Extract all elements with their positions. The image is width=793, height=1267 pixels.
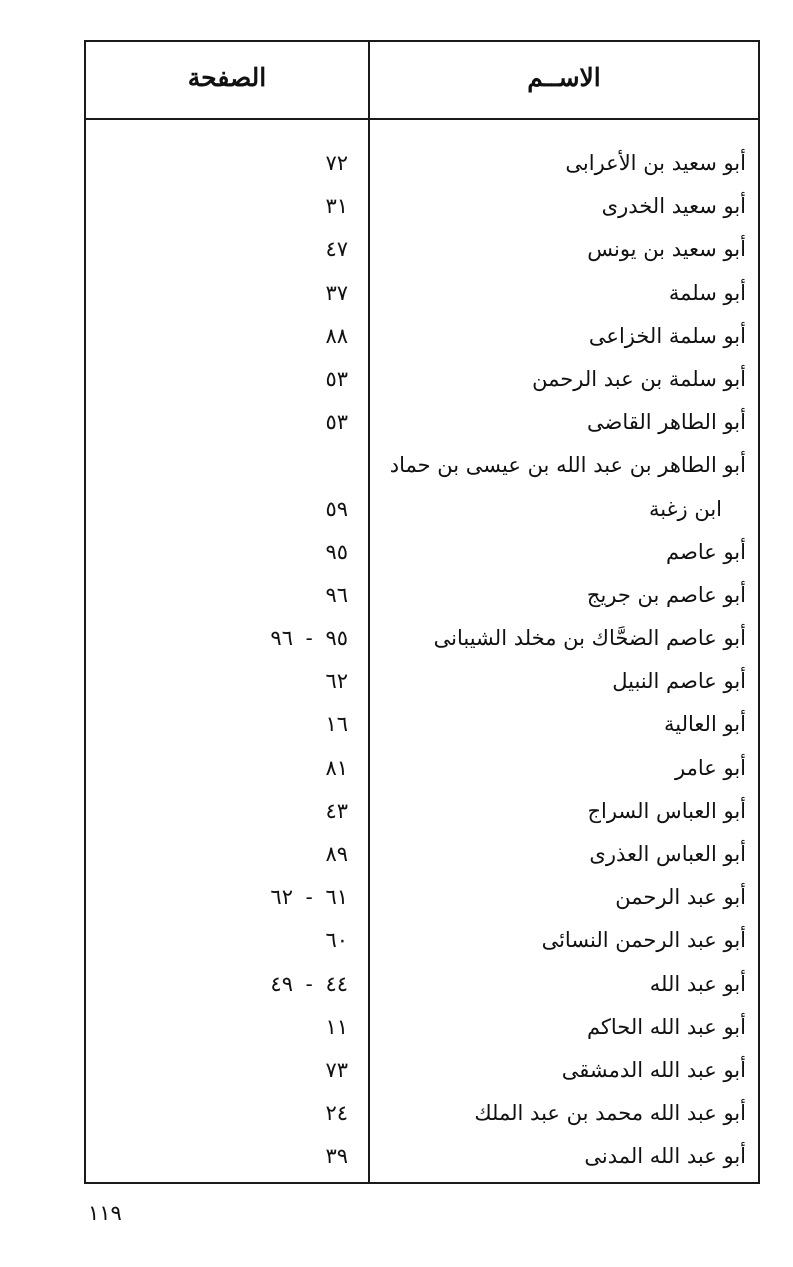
index-row bbox=[86, 660, 758, 703]
entry-page: ٨١ bbox=[325, 755, 348, 780]
entry-name: أبو عبد الله الدمشقى bbox=[561, 1057, 746, 1082]
entry-name: أبو سعيد الخدرى bbox=[601, 194, 746, 219]
index-rows bbox=[86, 142, 758, 1179]
entry-name: أبو عاصم الضحَّاك بن مخلد الشيبانى bbox=[433, 626, 746, 651]
entry-page: ٣٩ bbox=[325, 1144, 348, 1169]
index-row bbox=[86, 703, 758, 746]
entry-page: ٥٣ bbox=[325, 410, 348, 435]
index-row bbox=[86, 1135, 758, 1178]
entry-page: ٤٤ - ٤٩ bbox=[270, 971, 348, 996]
index-row bbox=[86, 790, 758, 833]
index-row bbox=[86, 919, 758, 962]
entry-page: ٩٥ - ٩٦ bbox=[270, 626, 348, 651]
entry-page: ٦٢ bbox=[325, 669, 348, 694]
entry-name: أبو عبد الرحمن bbox=[615, 885, 746, 910]
index-row bbox=[86, 358, 758, 401]
entry-name: أبو عبد الله الحاكم bbox=[586, 1014, 746, 1039]
entry-name: ابن زغبة bbox=[648, 496, 722, 521]
entry-page: ٥٣ bbox=[325, 366, 348, 391]
entry-name: أبو عبد الله محمد بن عبد الملك bbox=[474, 1101, 746, 1126]
entry-name: أبو سعيد بن يونس bbox=[587, 237, 746, 262]
entry-page: ٢٤ bbox=[325, 1101, 348, 1126]
entry-page: ٧٢ bbox=[325, 151, 348, 175]
index-row bbox=[86, 488, 758, 531]
index-row bbox=[86, 228, 758, 271]
index-row bbox=[86, 833, 758, 876]
entry-name: أبو سلمة bbox=[668, 280, 746, 305]
index-row bbox=[86, 272, 758, 315]
index-row bbox=[86, 876, 758, 919]
index-row bbox=[86, 1049, 758, 1092]
entry-page: ١٦ bbox=[325, 712, 348, 737]
entry-name: أبو عبد الله bbox=[649, 971, 746, 996]
index-row bbox=[86, 315, 758, 358]
entry-name: أبو سلمة بن عبد الرحمن bbox=[532, 366, 746, 391]
entry-name: أبو عاصم النبيل bbox=[612, 669, 746, 694]
entry-name: أبو عبد الله المدنى bbox=[584, 1144, 746, 1169]
index-row bbox=[86, 617, 758, 660]
entry-page: ٩٥ bbox=[325, 539, 348, 564]
index-row bbox=[86, 401, 758, 444]
index-row bbox=[86, 142, 758, 185]
entry-name: أبو عامر bbox=[675, 755, 746, 780]
entry-page: ٣١ bbox=[325, 194, 348, 219]
index-row bbox=[86, 574, 758, 617]
header-rule bbox=[86, 118, 758, 120]
entry-name: أبو عبد الرحمن النسائى bbox=[541, 928, 746, 953]
index-row bbox=[86, 1092, 758, 1135]
header-page: الصفحة bbox=[187, 63, 267, 92]
index-row bbox=[86, 963, 758, 1006]
entry-page: ٨٨ bbox=[325, 323, 348, 348]
header-name: الاســم bbox=[527, 63, 601, 92]
entry-page: ١١ bbox=[325, 1014, 348, 1039]
index-row bbox=[86, 444, 758, 487]
index-table bbox=[84, 40, 760, 1184]
index-row bbox=[86, 531, 758, 574]
entry-name: أبو العباس السراج bbox=[587, 798, 746, 823]
entry-name: أبو العباس العذرى bbox=[589, 842, 746, 866]
entry-name: أبو سلمة الخزاعى bbox=[588, 323, 746, 348]
entry-page: ٦٠ bbox=[325, 928, 348, 953]
entry-name: أبو عاصم بن جريج bbox=[586, 582, 746, 607]
entry-name: أبو عاصم bbox=[666, 539, 746, 564]
entry-page: ٨٩ bbox=[325, 842, 348, 866]
entry-page: ٣٧ bbox=[325, 280, 348, 305]
index-row bbox=[86, 185, 758, 228]
entry-name: أبو سعيد بن الأعرابى bbox=[565, 151, 746, 175]
entry-page: ٤٣ bbox=[325, 798, 348, 823]
entry-page: ٦١ - ٦٢ bbox=[270, 885, 348, 910]
entry-page: ٥٩ bbox=[325, 496, 348, 521]
page-number: ١١٩ bbox=[88, 1201, 122, 1225]
entry-page: ٤٧ bbox=[325, 237, 348, 262]
entry-page: ٧٣ bbox=[325, 1057, 348, 1082]
entry-name: أبو العالية bbox=[664, 712, 746, 737]
index-row bbox=[86, 747, 758, 790]
entry-name: أبو الطاهر بن عبد الله بن عيسى بن حماد bbox=[389, 453, 746, 478]
entry-name: أبو الطاهر القاضى bbox=[587, 410, 746, 435]
index-row bbox=[86, 1006, 758, 1049]
entry-page: ٩٦ bbox=[325, 582, 348, 607]
